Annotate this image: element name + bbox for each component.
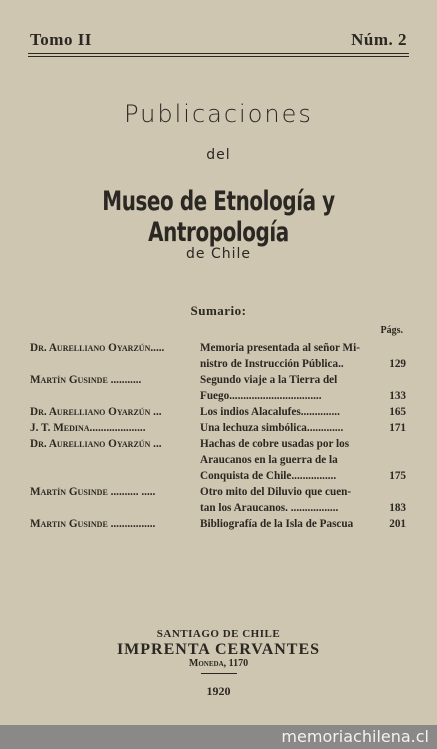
toc-page-number: 171 [389,422,406,434]
toc-row [30,420,406,436]
publication-year: 1920 [206,684,231,698]
toc-entry-text: tan los Araucanos. ................. [200,502,339,514]
toc-entry-text: Segundo viaje a la Tierra del [200,374,338,386]
toc-entry-text: Conquista de Chile................ [200,470,337,482]
toc-author: Dr. Aurelliano Oyarzún..... [30,342,165,354]
toc-row [30,516,406,532]
toc-page-number: 175 [389,470,406,482]
toc-page-number: 183 [389,502,406,514]
summary-heading: Sumario: [190,303,247,318]
toc-entry-line [200,356,406,372]
toc-entry-line [200,500,406,516]
toc-entry-line [200,420,406,436]
header-rule [28,56,409,57]
toc-entry-line [200,484,406,500]
toc-entry-text: Hachas de cobre usadas por los [200,438,350,450]
divider [201,673,237,674]
toc-entry-line [200,404,406,420]
toc-entry-line [200,468,406,484]
toc-entry-line [200,452,406,468]
toc-entry-text: Una lechuza simbólica............. [200,422,344,434]
title-line-3: Museo de Etnología y Antropología [102,186,335,248]
toc-row [30,340,406,372]
toc-page-number: 201 [389,518,406,530]
header-rule [28,53,409,54]
toc-entry [200,516,406,532]
toc-entry-line [200,372,406,388]
watermark[interactable]: memoriachilena.cl [281,727,429,746]
toc-page-number: 129 [389,358,406,370]
imprint-address: Moneda, 1170 [188,658,249,669]
toc-entry-text: Memoria presentada al señor Mi- [200,342,360,354]
title-line-1: Publicaciones [124,100,313,128]
imprint-press: IMPRENTA CERVANTES [116,641,321,658]
toc-row [30,372,406,404]
toc-author: J. T. Medina.................... [30,422,146,434]
toc-entry-line [200,436,406,452]
toc-author: Dr. Aurelliano Oyarzún ... [30,406,162,418]
toc-entry-line [200,516,406,532]
toc-entry-text: nistro de Instrucción Pública.. [200,358,344,370]
toc-page-number: 165 [389,406,406,418]
toc-row [30,436,406,484]
toc-row [30,404,406,420]
pages-heading: Págs. [380,325,403,336]
toc-entry [200,372,406,404]
toc-author: Martín Gusinde ........... [30,374,142,386]
toc-entry [200,404,406,420]
toc-page-number: 133 [389,390,406,402]
toc-entry-text: Los indios Alacalufes.............. [200,406,340,418]
table-of-contents [30,340,406,532]
toc-entry-text: Otro mito del Diluvio que cuen- [200,486,352,498]
toc-entry-text: Araucanos en la guerra de la [200,454,338,466]
toc-author: Martín Gusinde .......... ..... [30,486,156,498]
toc-author: Martin Gusinde ................ [30,518,156,530]
toc-entry [200,484,406,516]
toc-row [30,484,406,516]
volume-label: Tomo II [30,30,92,49]
title-line-2: del [206,147,231,163]
page-header [30,30,407,50]
imprint-city: SANTIAGO DE CHILE [156,628,281,640]
issue-number: Núm. 2 [351,30,407,49]
toc-entry-text: Bibliografía de la Isla de Pascua [200,518,354,530]
title-line-4: de Chile [186,246,251,262]
toc-entry-line [200,388,406,404]
toc-author: Dr. Aurelliano Oyarzún ... [30,438,162,450]
toc-entry-text: Fuego................................. [200,390,322,402]
toc-entry [200,340,406,372]
toc-entry [200,436,406,484]
toc-entry [200,420,406,436]
toc-entry-line [200,340,406,356]
